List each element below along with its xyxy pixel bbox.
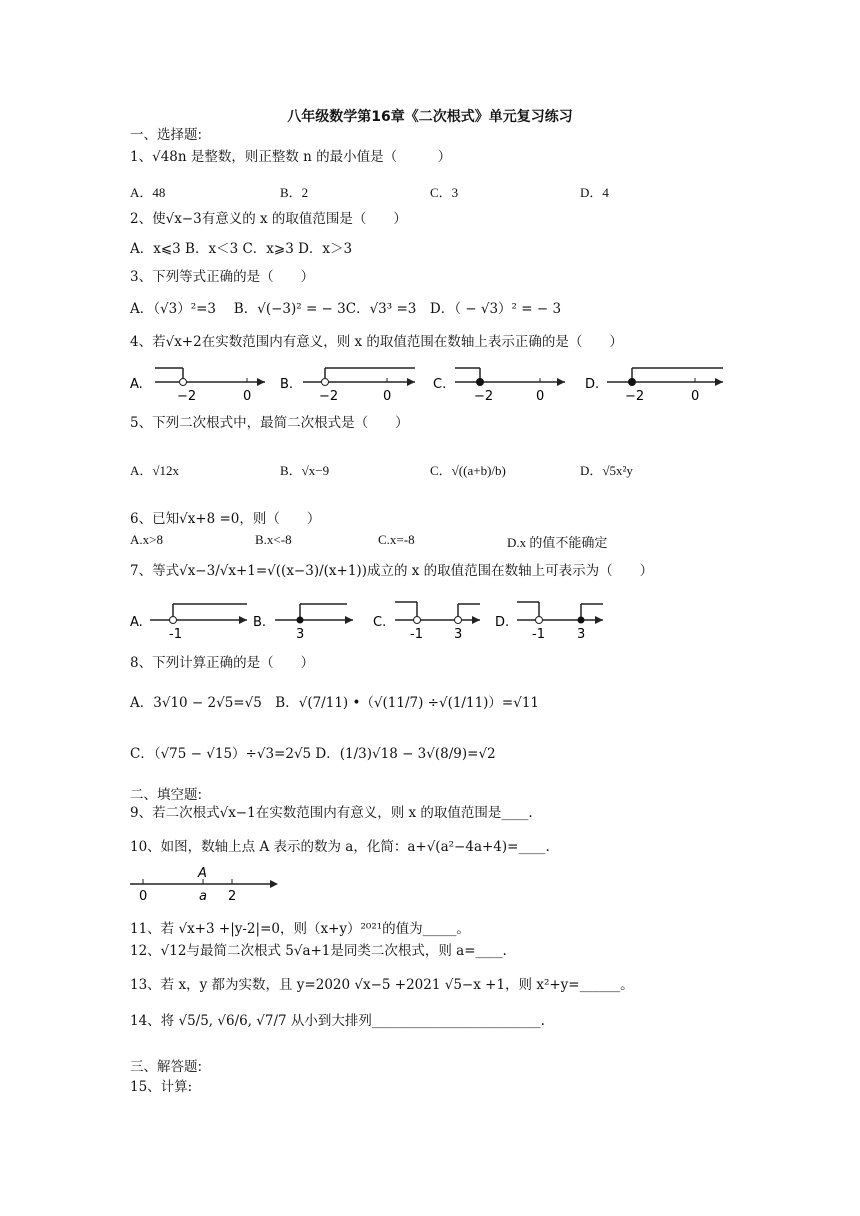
q7-c-tick-1: -1 [410, 627, 423, 642]
q6-option-c: C.x=-8 [378, 532, 415, 547]
q1-option-d: D．4 [580, 185, 609, 200]
q10-number-line [128, 862, 288, 904]
question-9: 9、若二次根式√x−1在实数范围内有意义，则 x 的取值范围是____. [130, 805, 533, 821]
q8-options-ab: A．3√10 − 2√5=√5 B．√(7/11) •（√(11/7) ÷√(1/11)）=√11 [130, 695, 540, 711]
q4-label-a: A. [130, 377, 143, 392]
q2-options: A．x⩽3 B．x＜3 C．x⩾3 D．x＞3 [130, 241, 353, 257]
question-6: 6、已知√x+8 =0，则（ ） [130, 511, 321, 527]
question-10: 10、如图，数轴上点 A 表示的数为 a，化简：a+√(a²−4a+4)=____. [130, 839, 550, 855]
q5-option-c: C．√((a+b)/b) [430, 463, 506, 478]
question-13: 13、若 x，y 都为实数，且 y=2020 √x−5 +2021 √5−x +1，则 x²+y=______。 [130, 977, 634, 993]
q4-a-tick-neg2: −2 [177, 389, 197, 404]
q7-number-lines [125, 598, 625, 643]
q7-label-b: B. [253, 615, 267, 630]
question-14: 14、将 √5/5, √6/6, √7/7 从小到大排列_________________________. [130, 1013, 545, 1029]
q5-option-a: A．√12x [130, 463, 180, 478]
q7-c-tick-2: 3 [454, 627, 463, 642]
question-1: 1、√48n 是整数，则正整数 n 的最小值是（ ） [130, 149, 452, 165]
q4-b-tick-neg2: −2 [319, 389, 339, 404]
section-answer: 三、解答题: [130, 1059, 203, 1075]
q4-c-tick-0: 0 [536, 389, 545, 404]
q7-d-tick-2: 3 [577, 627, 586, 642]
question-2: 2、使√x−3有意义的 x 的取值范围是（ ） [130, 211, 407, 227]
q4-a-tick-0: 0 [243, 389, 252, 404]
section-fill: 二、填空题: [130, 787, 203, 803]
q5-option-d: D．√5x²y [580, 463, 633, 478]
section-choice: 一、选择题: [130, 127, 203, 143]
question-3: 3、下列等式正确的是（ ） [130, 269, 315, 285]
question-8: 8、下列计算正确的是（ ） [130, 655, 315, 671]
q7-label-c: C. [373, 615, 387, 630]
q4-label-b: B. [280, 377, 294, 392]
question-7: 7、等式√x−3/√x+1=√((x−3)/(x+1))成立的 x 的取值范围在数轴上可表示为（ ） [130, 563, 654, 579]
question-12: 12、√12与最简二次根式 5√a+1是同类二次根式，则 a=____. [130, 943, 507, 959]
q7-label-a: A. [130, 615, 143, 630]
q4-label-c: C. [433, 377, 447, 392]
q4-label-d: D. [585, 377, 600, 392]
q4-d-tick-neg2: −2 [625, 389, 645, 404]
question-5: 5、下列二次根式中，最简二次根式是（ ） [130, 415, 409, 431]
question-4: 4、若√x+2在实数范围内有意义，则 x 的取值范围在数轴上表示正确的是（ ） [130, 334, 623, 350]
q10-point-var: a [199, 889, 207, 904]
q6-option-d: D.x 的值不能确定 [507, 535, 608, 550]
q1-option-a: A．48 [130, 185, 166, 200]
q7-a-tick: -1 [169, 627, 182, 642]
q4-c-tick-neg2: −2 [474, 389, 494, 404]
q8-options-cd: C．（√75 − √15）÷√3=2√5 D．(1/3)√18 − 3√(8/9)=√2 [130, 746, 496, 762]
q6-option-a: A.x>8 [130, 532, 163, 547]
page-title: 八年级数学第16章《二次根式》单元复习练习 [287, 109, 573, 125]
q3-options: A．（√3）²=3 B．√(−3)² = − 3C．√3³ =3 D．（ − √3）² = − 3 [130, 301, 562, 317]
q5-option-b: B．√x−9 [280, 463, 330, 478]
q7-b-tick: 3 [296, 627, 305, 642]
q7-d-tick-1: -1 [532, 627, 545, 642]
q4-b-tick-0: 0 [383, 389, 392, 404]
q7-label-d: D. [495, 615, 510, 630]
question-15: 15、计算: [130, 1079, 193, 1095]
q1-option-c: C．3 [430, 185, 459, 200]
question-11: 11、若 √x+3 +|y-2|=0，则（x+y）²⁰²¹的值为_____。 [130, 921, 470, 937]
q1-option-b: B．2 [280, 185, 309, 200]
q10-tick-2: 2 [228, 889, 237, 904]
q10-tick-0: 0 [139, 889, 148, 904]
q4-d-tick-0: 0 [691, 389, 700, 404]
q10-point-label: A [198, 866, 207, 881]
q6-option-b: B.x<-8 [255, 532, 292, 547]
q4-number-lines [125, 360, 735, 405]
